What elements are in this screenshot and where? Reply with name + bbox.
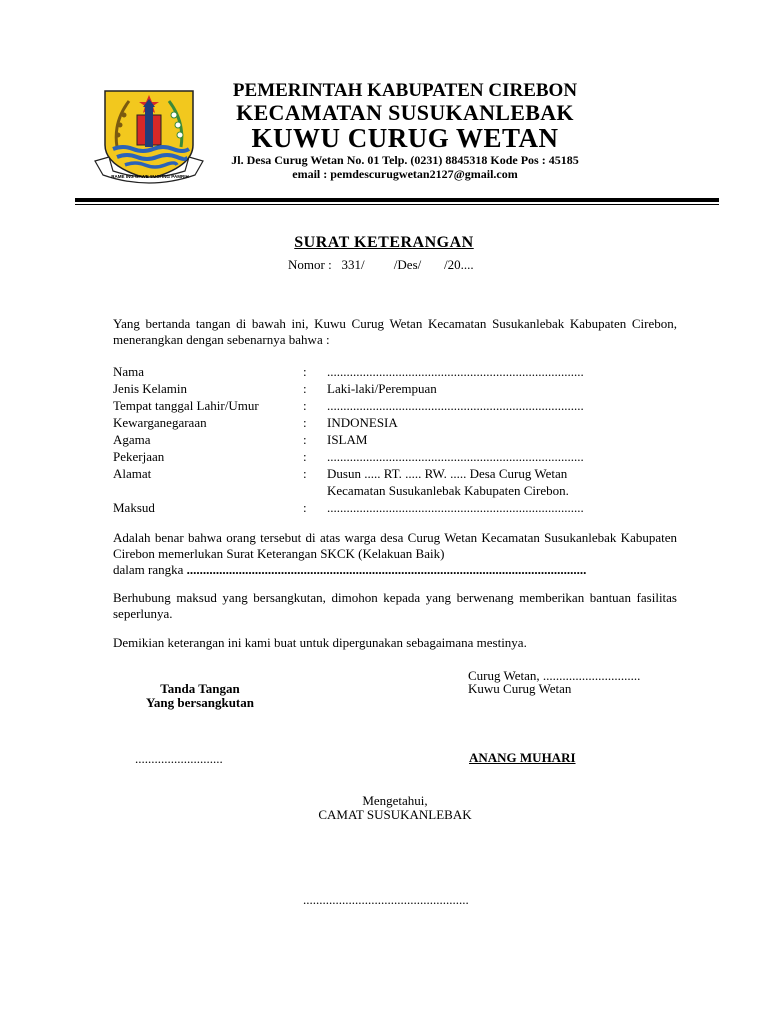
kuwu-title: Kuwu Curug Wetan — [468, 681, 572, 696]
document-number: Nomor : 331/ /Des/ /20.... — [288, 257, 474, 272]
letterhead-government: PEMERINTAH KABUPATEN CIREBON — [232, 80, 578, 101]
letterhead-district: KECAMATAN SUSUKANLEBAK — [236, 100, 574, 125]
logo-motto: RAME ING GAWE SUCI ING PAMRIH — [111, 174, 189, 179]
field-value: ............................................................................... — [327, 364, 584, 379]
document-title: SURAT KETERANGAN — [294, 234, 474, 251]
field-colon: : — [303, 398, 307, 413]
field-colon: : — [303, 381, 307, 396]
purpose-label: dalam rangka — [113, 562, 187, 577]
field-colon: : — [303, 415, 307, 430]
letterhead-email: email : pemdescurugwetan2127@gmail.com — [292, 167, 518, 181]
field-label: Maksud — [113, 500, 155, 515]
field-label: Alamat — [113, 466, 152, 481]
field-value: Laki-laki/Perempuan — [327, 381, 437, 396]
letterhead-address: Jl. Desa Curug Wetan No. 01 Telp. (0231) 8845318 Kode Pos : 45185 — [231, 153, 579, 167]
field-value: Dusun ..... RT. ..... RW. ..... Desa Curug Wetan — [327, 466, 568, 481]
field-label: Pekerjaan — [113, 449, 165, 464]
field-colon: : — [303, 466, 307, 481]
field-label: Nama — [113, 364, 145, 379]
field-value: ............................................................................... — [327, 500, 584, 515]
request-paragraph: Berhubung maksud yang bersangkutan, dimohon kepada yang berwenang memberikan bantuan fasilitas seperlunya. — [113, 590, 677, 621]
field-value-continuation: Kecamatan Susukanlebak Kabupaten Cirebon. — [327, 483, 569, 498]
letterhead-divider — [75, 198, 719, 202]
field-label: Kewarganegaraan — [113, 415, 207, 430]
field-colon: : — [303, 432, 307, 447]
field-colon: : — [303, 449, 307, 464]
place-date: Curug Wetan, .............................. — [468, 668, 641, 683]
purpose-line — [113, 562, 586, 578]
field-colon: : — [303, 364, 307, 379]
field-value: ............................................................................... — [327, 449, 584, 464]
field-label: Agama — [113, 432, 151, 447]
field-value: ISLAM — [327, 432, 368, 447]
applicant-signature-line: ........................... — [135, 751, 223, 766]
field-colon: : — [303, 500, 307, 515]
statement-paragraph: Adalah benar bahwa orang tersebut di atas warga desa Curug Wetan Kecamatan Susukanlebak Kabupaten Cirebon memerlukan Surat Keterangan SKCK (Kelakuan Baik) — [113, 530, 677, 561]
purpose-dots: ........................................................................................................................... — [186, 562, 587, 577]
field-value: INDONESIA — [327, 415, 398, 430]
field-label: Tempat tanggal Lahir/Umur — [113, 398, 259, 413]
kuwu-name: ANANG MUHARI — [469, 750, 576, 765]
closing-paragraph: Demikian keterangan ini kami buat untuk dipergunakan sebagaimana mestinya. — [113, 635, 527, 650]
camat-signature-line: ................................................... — [303, 892, 469, 907]
camat-title: CAMAT SUSUKANLEBAK — [318, 807, 472, 822]
cirebon-coat-of-arms-logo — [93, 87, 207, 187]
letterhead-divider-thin — [75, 204, 719, 205]
letterhead-village: KUWU CURUG WETAN — [251, 123, 559, 153]
field-value: ............................................................................... — [327, 398, 584, 413]
intro-paragraph: Yang bertanda tangan di bawah ini, Kuwu Curug Wetan Kecamatan Susukanlebak Kabupaten Cirebon, menerangkan dengan sebenarnya bahwa : — [113, 316, 677, 347]
applicant-signature-title: Tanda Tangan — [160, 681, 240, 696]
field-label: Jenis Kelamin — [113, 381, 188, 396]
acknowledged-label: Mengetahui, — [362, 793, 428, 808]
applicant-signature-subtitle: Yang bersangkutan — [145, 695, 254, 710]
